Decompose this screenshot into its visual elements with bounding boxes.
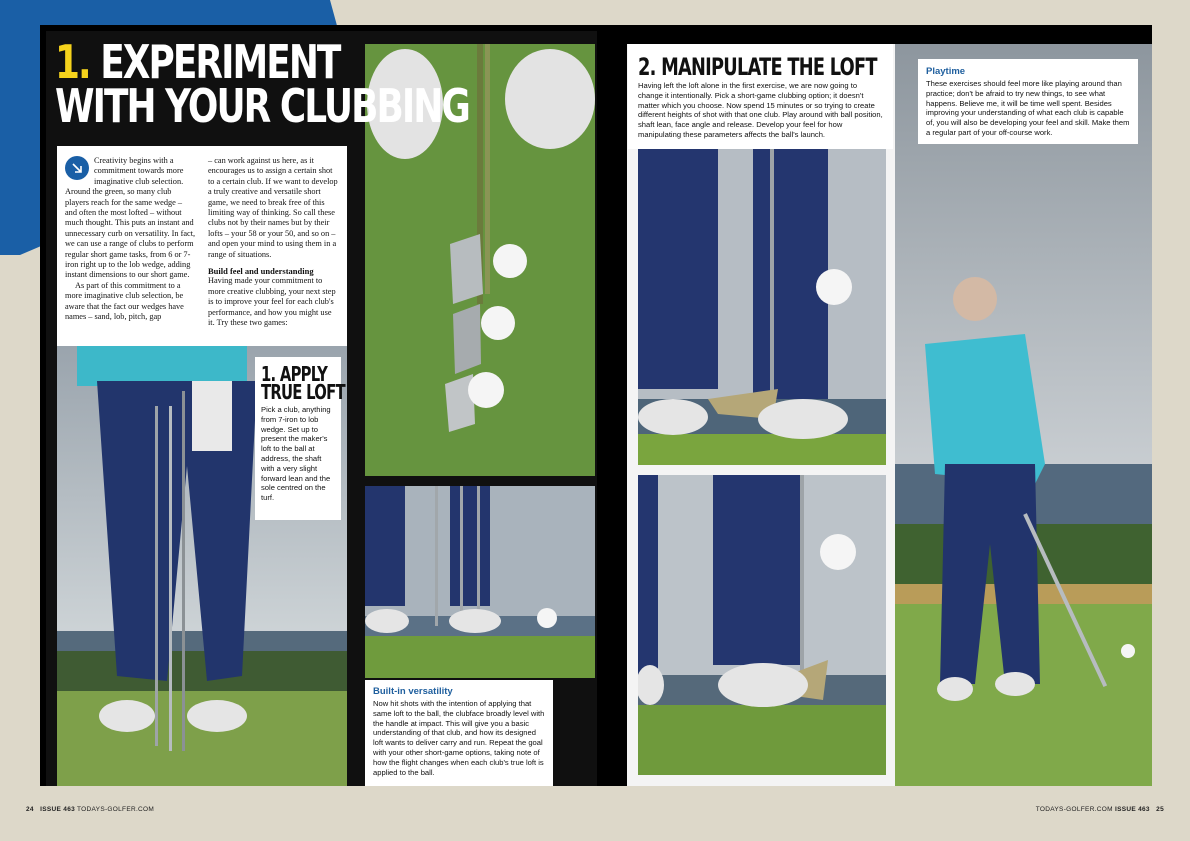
apply-body: Pick a club, anything from 7-iron to lob wedge. Set up to present the maker's loft to the ball at address, the shaft with a very slight forward lean and the sole centred on the turf.	[261, 405, 331, 503]
headline-line1: EXPERIMENT	[100, 35, 340, 89]
folio-left-issue: ISSUE 463	[40, 806, 76, 813]
intro-paragraph-3: – can work against us here, as it encourages us to assign a certain shot to a certain club. If we want to develop a truly creative and versatile short game, we need to break free of this limiting way of thinking. So call these clubs not by their names but by their lofts – your 58 or your 50, and so on – and open your mind to using them in a range of situations.	[208, 156, 338, 259]
built-title: Built-in versatility	[373, 686, 453, 697]
playtime-box	[918, 59, 1138, 144]
folio-left	[26, 806, 154, 813]
photo-ball-launch-low	[638, 475, 886, 775]
folio-right	[1036, 806, 1164, 813]
apply-title-line2: TRUE LOFT	[261, 380, 345, 404]
apply-title	[261, 362, 345, 404]
photo-golfer-chipping	[895, 44, 1152, 786]
page-headline	[55, 35, 469, 133]
arrow-down-right-icon	[65, 156, 89, 180]
manipulate-the-loft-box	[628, 44, 893, 149]
intro-paragraph-4: Having made your commitment to more creative clubbing, your next step is to improve your feel for each club's performance, and how you might use it. Try these two games:	[208, 276, 336, 328]
intro-paragraph-1: Creativity begins with a commitment towards more imaginative club selection. Around the green, so many club players reach for the same wedge – and often the most lofted – without much thought. This puts an instant and unnecessary curb on versatility. In fact, we can use a range of clubs to perform regular short game tasks, from 6 or 7-iron right up to the lob wedge, adding instant dimensions to our short game.	[65, 156, 196, 280]
built-in-versatility-box	[365, 680, 553, 786]
intro-subhead: Build feel and understanding	[208, 266, 314, 277]
playtime-title: Playtime	[926, 66, 966, 77]
playtime-body: These exercises should feel more like playing around than practice; don't be afraid to try new things, to see what happens. Believe me, it will be time well spent. Besides improving your understanding of what each club is capable of, you will also be developing your feel and skill. Make them a regular part of your off-course work.	[926, 79, 1130, 137]
headline-number: 1.	[55, 35, 90, 89]
folio-left-site: TODAYS-GOLFER.COM	[77, 806, 155, 813]
headline-line2: WITH YOUR CLUBBING	[55, 79, 469, 133]
intro-paragraph-2: As part of this commitment to a more imaginative club selection, be aware that the fact our wedges have names – sand, lob, pitch, gap	[65, 280, 184, 322]
folio-right-site: TODAYS-GOLFER.COM	[1035, 806, 1113, 813]
apply-title-line1: 1. APPLY	[261, 362, 328, 386]
apply-true-loft-box	[255, 357, 345, 520]
intro-column-1	[65, 156, 196, 338]
manipulate-body: Having left the loft alone in the first exercise, we are now going to change it intentionally. Pick a short-game clubbing option; it doesn't matter which you choose. Now spend 15 minutes or so trying to create different heights of shot with that one club. Play around with ball position, shaft lean, face angle and release. Develop your feel for how manipulating these parameters affects the ball's launch.	[638, 81, 883, 139]
built-body: Now hit shots with the intention of applying that same loft to the ball, the clubface broadly level with the handle at impact. This will give you a basic understanding of that club, and how its designed loft wants to deliver carry and run. Repeat the goal with your other short-game options, taking note of how the flight changes when each club's true loft is applied to the ball.	[373, 699, 545, 777]
folio-left-page: 24	[26, 806, 34, 813]
intro-text-box	[57, 146, 347, 346]
intro-column-2	[208, 156, 339, 338]
folio-right-page: 25	[1156, 806, 1164, 813]
manipulate-title: 2. MANIPULATE THE LOFT	[638, 53, 877, 81]
photo-shot-off-turf	[365, 486, 595, 678]
folio-right-issue: ISSUE 463	[1114, 806, 1150, 813]
photo-ball-launch-high	[638, 149, 886, 465]
